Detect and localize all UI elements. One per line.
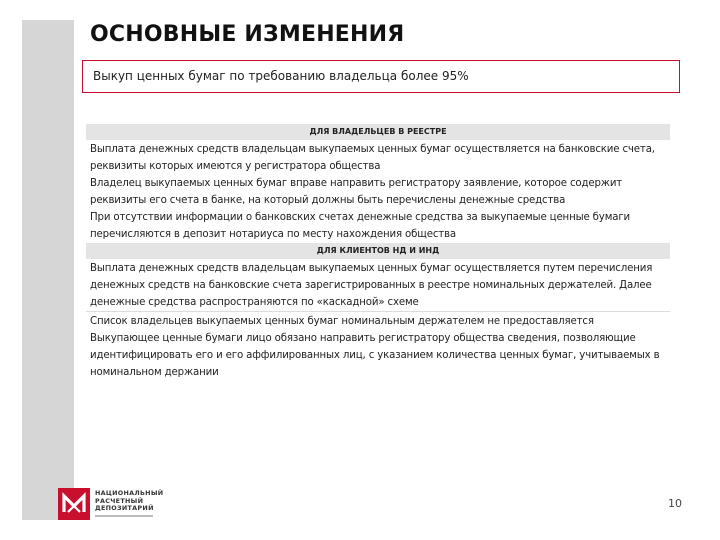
section-header-registry: ДЛЯ ВЛАДЕЛЬЦЕВ В РЕЕСТРЕ <box>86 124 670 140</box>
logo-line-1: НАЦИОНАЛЬНЫЙ <box>95 489 164 497</box>
subtitle-text: Выкуп ценных бумаг по требованию владельца более 95% <box>93 69 469 83</box>
list-item: Список владельцев выкупаемых ценных бумаг номинальным держателем не предоставляется <box>90 316 594 327</box>
nsd-logo-icon <box>58 488 90 520</box>
logo-line-2: РАСЧЕТНЫЙ <box>95 496 144 505</box>
list-item: Выкупающее ценные бумаги лицо обязано направить регистратору общества сведения, позволяющие идентифицировать его и его аффилированных лиц, с указанием количества ценных бумаг, учитываемых в номинальном держании <box>90 333 660 378</box>
list-item: Владелец выкупаемых ценных бумаг вправе направить регистратору заявление, которое содержит реквизиты его счета в банке, на который должны быть перечислены денежные средства <box>90 178 623 206</box>
list-item: При отсутствии информации о банковских счетах денежные средства за выкупаемые ценные бумаги перечисляются в депозит нотариуса по месту нахождения общества <box>90 212 630 240</box>
side-decor-bar <box>22 20 74 520</box>
page-title: ОСНОВНЫЕ ИЗМЕНЕНИЯ <box>90 22 405 47</box>
section-header-nominees: ДЛЯ КЛИЕНТОВ НД И ИНД <box>86 243 670 259</box>
content-area <box>86 124 670 381</box>
list-item: Выплата денежных средств владельцам выкупаемых ценных бумаг осуществляется путем перечисления денежных средств на банковские счета зарегистрированных в реестре номинальных держателей. Далее денежные средства распространяются по «каскадной» схеме <box>86 259 670 312</box>
logo-text <box>95 490 163 513</box>
logo-tagline-line <box>95 515 153 517</box>
page-number: 10 <box>668 497 682 510</box>
logo-line-3: ДЕПОЗИТАРИЙ <box>95 504 154 513</box>
subtitle-box <box>82 60 680 93</box>
list-item: Выплата денежных средств владельцам выкупаемых ценных бумаг осуществляется на банковские счета, реквизиты которых имеются у регистратора общества <box>90 144 655 172</box>
